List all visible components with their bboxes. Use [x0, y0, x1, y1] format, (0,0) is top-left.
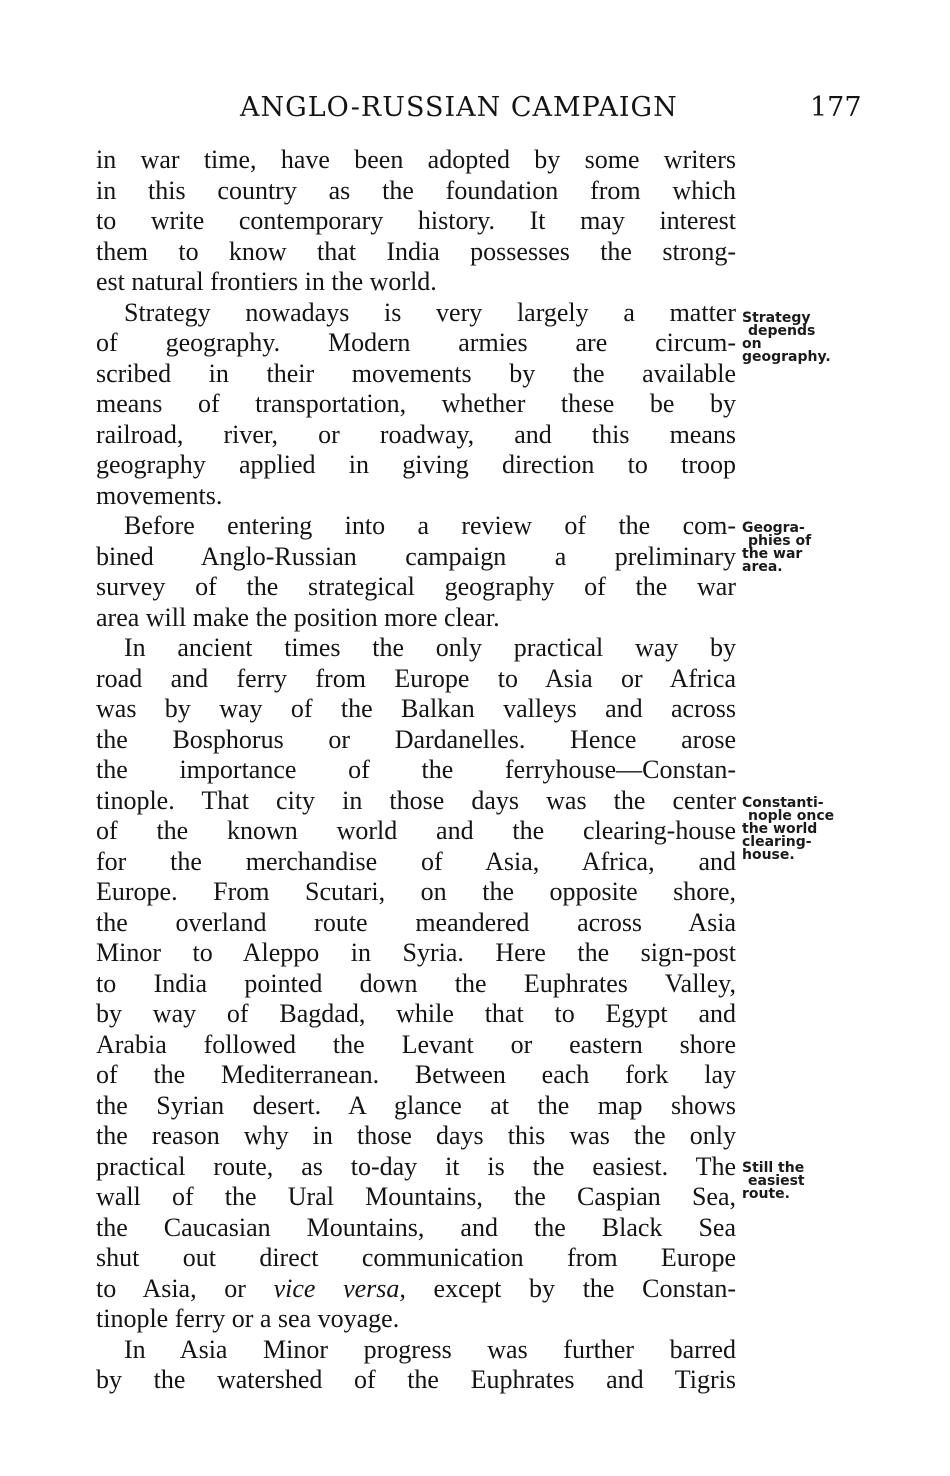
marginal-note-strategy: [742, 312, 831, 364]
text-line: the Bosphorus or Dardanelles. Hence arose: [96, 724, 736, 754]
note-line: on: [742, 336, 762, 352]
text-line: was by way of the Balkan valleys and across: [96, 694, 736, 723]
note-line: Strategy: [742, 310, 811, 326]
note-line: Constanti-: [742, 795, 824, 811]
text-span: except by the Constan-: [405, 1273, 736, 1303]
marginal-note-easiest-route: [742, 1162, 805, 1201]
text-line: scribed in their movements by the available: [96, 358, 736, 388]
text-line: tinople. That city in those days was the center: [96, 785, 736, 815]
text-line: the overland route meandered across Asia: [96, 907, 736, 937]
text-line: by the watershed of the Euphrates and Tigris: [96, 1365, 736, 1394]
note-line: easiest: [748, 1173, 805, 1189]
note-line: the world: [742, 821, 818, 837]
text-line: tinople ferry or a sea voyage.: [96, 1304, 400, 1333]
marginal-note-constantinople: [742, 797, 834, 862]
text-line: In ancient times the only practical way by: [124, 633, 736, 662]
text-line: of the Mediterranean. Between each fork lay: [96, 1060, 736, 1089]
text-line: the Syrian desert. A glance at the map shows: [96, 1090, 736, 1120]
text-line: of the known world and the clearing-house: [96, 816, 736, 845]
text-line: bined Anglo-Russian campaign a preliminary: [96, 541, 736, 571]
italic-phrase: vice versa,: [273, 1273, 406, 1303]
text-line: means of transportation, whether these be by: [96, 389, 736, 418]
text-line: railroad, river, or roadway, and this means: [96, 419, 736, 449]
text-line: the reason why in those days this was the only: [96, 1121, 736, 1150]
text-line: Minor to Aleppo in Syria. Here the sign-post: [96, 938, 736, 967]
text-line: the importance of the ferryhouse—Constan-: [96, 755, 736, 784]
note-line: clearing-: [742, 834, 812, 850]
note-line: depends: [748, 323, 816, 339]
text-line: shut out direct communication from Europe: [96, 1243, 736, 1272]
page-number: 177: [810, 92, 862, 123]
text-line: in war time, have been adopted by some writers: [96, 145, 736, 174]
note-line: Still the: [742, 1160, 805, 1176]
text-line: survey of the strategical geography of the war: [96, 572, 736, 601]
text-line: geography applied in giving direction to troop: [96, 450, 736, 479]
running-title: ANGLO-RUSSIAN CAMPAIGN: [240, 92, 678, 123]
note-line: Geogra-: [742, 520, 805, 536]
note-line: house.: [742, 847, 795, 863]
text-line: to write contemporary history. It may interest: [96, 206, 736, 235]
text-line: road and ferry from Europe to Asia or Africa: [96, 663, 736, 693]
text-line: area will make the position more clear.: [96, 602, 500, 632]
note-line: nople once: [748, 808, 835, 824]
text-line: for the merchandise of Asia, Africa, and: [96, 846, 736, 876]
text-line: Arabia followed the Levant or eastern shore: [96, 1029, 736, 1059]
text-line: to India pointed down the Euphrates Valley,: [96, 968, 736, 998]
note-line: route.: [742, 1186, 790, 1202]
text-line: wall of the Ural Mountains, the Caspian Sea,: [96, 1182, 736, 1211]
text-line: movements.: [96, 480, 223, 510]
text-line: them to know that India possesses the strong-: [96, 236, 736, 266]
text-line: In Asia Minor progress was further barred: [124, 1334, 736, 1364]
text-span: to Asia, or: [96, 1273, 246, 1303]
note-line: area.: [742, 559, 783, 575]
text-line: Europe. From Scutari, on the opposite shore,: [96, 877, 736, 906]
note-line: phies of: [748, 533, 812, 549]
note-line: the war: [742, 546, 803, 562]
text-line: by way of Bagdad, while that to Egypt and: [96, 999, 736, 1028]
text-line: the Caucasian Mountains, and the Black Sea: [96, 1212, 736, 1242]
note-line: geography.: [742, 349, 831, 365]
body-text: [96, 145, 736, 1396]
text-line-with-italic: [96, 1274, 736, 1305]
text-line: of geography. Modern armies are circum-: [96, 328, 736, 357]
marginal-note-geographies: [742, 522, 811, 574]
text-line: practical route, as to-day it is the easiest. The: [96, 1151, 736, 1181]
text-line: est natural frontiers in the world.: [96, 267, 437, 296]
text-line: in this country as the foundation from which: [96, 175, 736, 205]
text-line: Before entering into a review of the com-: [124, 511, 736, 540]
text-line: Strategy nowadays is very largely a matter: [124, 297, 736, 327]
